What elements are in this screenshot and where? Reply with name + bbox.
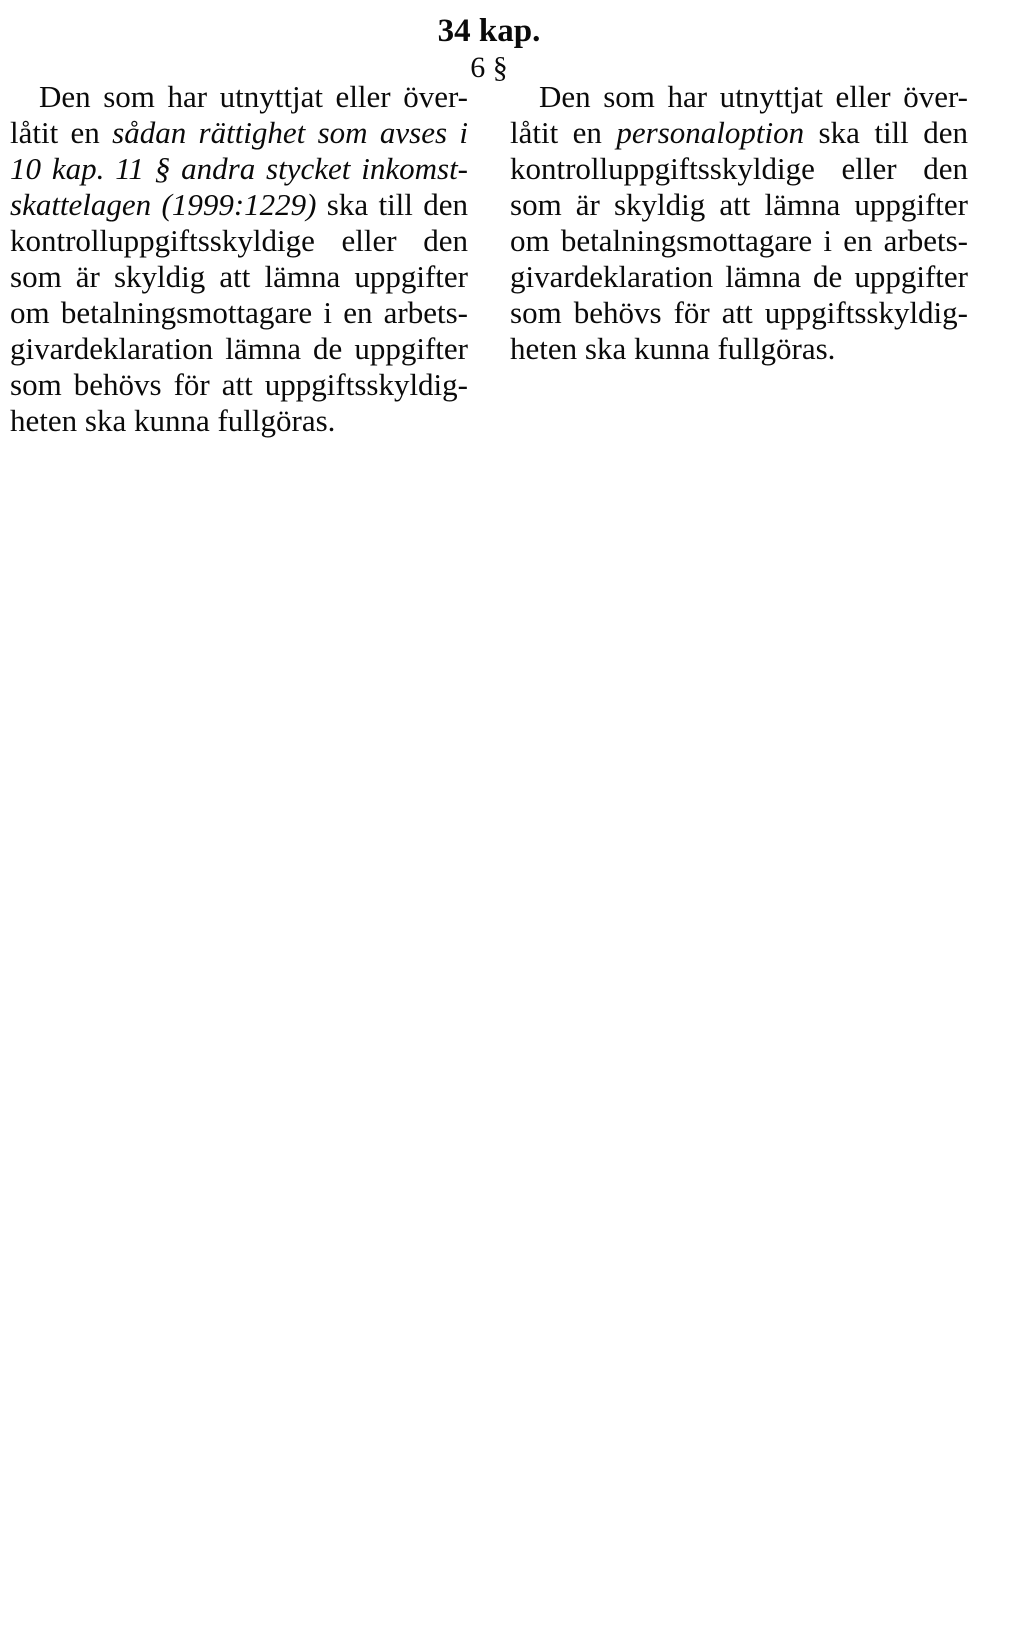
text-line: [10, 223, 468, 259]
text-line: [510, 115, 968, 151]
text-segment: som behövs för att uppgiftsskyldig-: [510, 295, 968, 330]
text-line: [10, 115, 468, 151]
text-line: [10, 151, 468, 187]
text-line: [10, 187, 468, 223]
text-segment: givardeklaration lämna de uppgifter: [10, 331, 468, 366]
text-segment: sådan rättighet som avses i: [112, 115, 468, 150]
text-segment: om betalningsmottagare i en arbets-: [510, 223, 968, 258]
text-line: [510, 295, 968, 331]
text-line: [510, 259, 968, 295]
text-segment: givardeklaration lämna de uppgifter: [510, 259, 968, 294]
text-segment: Den som har utnyttjat eller över-: [39, 79, 468, 114]
text-segment: Den som har utnyttjat eller över-: [539, 79, 968, 114]
text-segment: låtit en: [10, 115, 113, 150]
text-line: [10, 259, 468, 295]
text-segment: personaloption: [616, 115, 805, 150]
text-segment: som är skyldig att lämna uppgifter: [510, 187, 968, 222]
text-line: [10, 403, 468, 439]
text-segment: ska till den: [804, 115, 968, 150]
text-segment: som behövs för att uppgiftsskyldig-: [10, 367, 468, 402]
text-segment: 10 kap. 11 § andra stycket inkomst-: [10, 151, 468, 186]
text-line: [510, 79, 968, 115]
text-segment: heten ska kunna fullgöras.: [10, 403, 336, 438]
text-segment: heten ska kunna fullgöras.: [510, 331, 836, 366]
text-line: [510, 151, 968, 187]
text-segment: om betalningsmottagare i en arbets-: [10, 295, 468, 330]
left-column: [10, 79, 468, 439]
chapter-heading: 34 kap.: [437, 13, 541, 49]
text-line: [10, 79, 468, 115]
section-heading: 6 §: [470, 51, 508, 84]
text-line: [10, 331, 468, 367]
text-line: [10, 367, 468, 403]
text-line: [510, 187, 968, 223]
text-line: [510, 223, 968, 259]
text-segment: låtit en: [510, 115, 617, 150]
text-segment: kontrolluppgiftsskyldige eller den: [510, 151, 968, 186]
text-segment: som är skyldig att lämna uppgifter: [10, 259, 468, 294]
text-segment: ska till den: [316, 187, 468, 222]
right-column: [510, 79, 968, 367]
text-segment: skattelagen (1999:1229): [10, 187, 317, 222]
text-line: [510, 331, 968, 367]
text-line: [10, 295, 468, 331]
text-segment: kontrolluppgiftsskyldige eller den: [10, 223, 468, 258]
